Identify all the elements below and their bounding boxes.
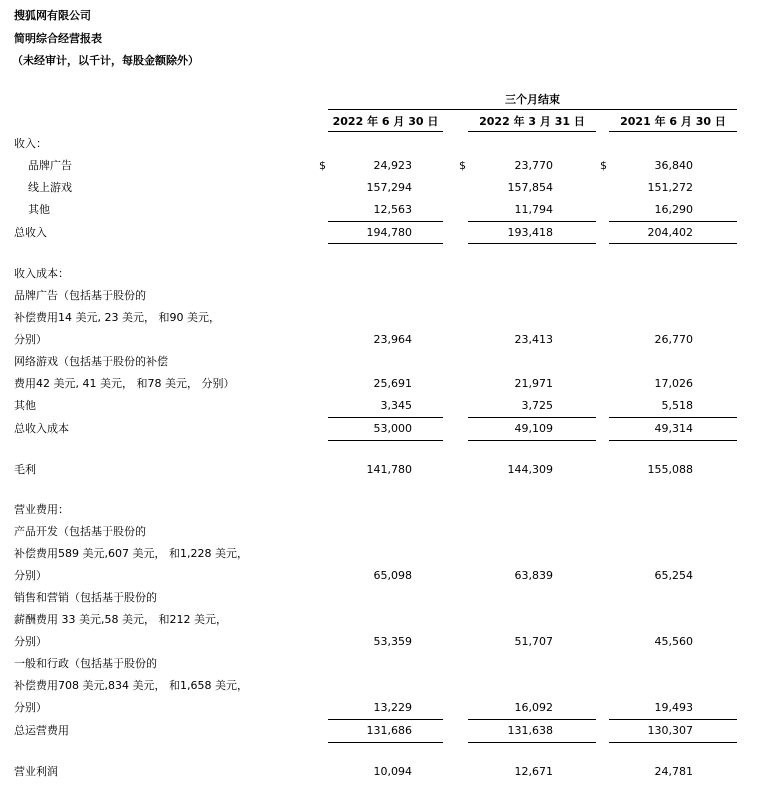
row-label: 补偿费用14 美元, 23 美元， 和90 美元， bbox=[14, 311, 220, 324]
row-label: 线上游戏 bbox=[28, 181, 72, 194]
row-label: 收入： bbox=[14, 137, 47, 150]
table-row-brand-cost-line2 bbox=[0, 307, 774, 329]
total-rule bbox=[468, 742, 596, 743]
column-header-2022-03-31: 2022 年 3 月 31 日 bbox=[468, 114, 596, 132]
group-underline bbox=[328, 109, 737, 110]
cell-value: 5,518 bbox=[661, 399, 693, 412]
total-rule bbox=[328, 742, 443, 743]
table-row-product-development bbox=[0, 565, 774, 587]
row-label: 分别） bbox=[14, 635, 47, 648]
row-label: 品牌广告 bbox=[28, 159, 72, 172]
row-label: 分别） bbox=[14, 701, 47, 714]
table-row-brand-advertising bbox=[0, 155, 774, 177]
table-row-sales-marketing bbox=[0, 631, 774, 653]
row-label: 补偿费用708 美元,834 美元， 和1,658 美元， bbox=[14, 679, 248, 692]
currency-symbol: $ bbox=[600, 159, 607, 172]
cell-value: 65,098 bbox=[373, 569, 412, 582]
row-label: 销售和营销（包括基于股份的 bbox=[14, 591, 157, 604]
table-row-total-cost bbox=[0, 418, 774, 440]
statement-note: （未经审计，以千计，每股金额除外） bbox=[12, 54, 199, 67]
cell-value: 65,254 bbox=[654, 569, 693, 582]
cell-value: 45,560 bbox=[654, 635, 693, 648]
cell-value: 19,493 bbox=[654, 701, 693, 714]
total-rule bbox=[468, 243, 596, 244]
period-group-header: 三个月结束 bbox=[505, 93, 560, 106]
table-row-ga-line2 bbox=[0, 675, 774, 697]
section-header-cost-of-revenue bbox=[0, 263, 774, 285]
row-label: 品牌广告（包括基于股份的 bbox=[14, 289, 146, 302]
cell-value: 21,971 bbox=[514, 377, 553, 390]
row-label: 费用42 美元, 41 美元， 和78 美元， 分别） bbox=[14, 377, 235, 390]
table-row-total-revenue bbox=[0, 222, 774, 244]
company-name: 搜狐网有限公司 bbox=[14, 9, 91, 22]
total-rule bbox=[328, 243, 443, 244]
row-label: 总运营费用 bbox=[14, 724, 69, 737]
table-row-pd-line1 bbox=[0, 521, 774, 543]
cell-value: 141,780 bbox=[366, 463, 412, 476]
table-row-brand-cost-line1 bbox=[0, 285, 774, 307]
cell-value: 49,109 bbox=[514, 422, 553, 435]
currency-symbol: $ bbox=[459, 159, 466, 172]
row-label: 产品开发（包括基于股份的 bbox=[14, 525, 146, 538]
table-row-sm-line1 bbox=[0, 587, 774, 609]
row-label: 总收入 bbox=[14, 226, 47, 239]
total-rule bbox=[328, 440, 443, 441]
cell-value: 155,088 bbox=[647, 463, 693, 476]
cell-value: 157,854 bbox=[507, 181, 553, 194]
cell-value: 144,309 bbox=[507, 463, 553, 476]
table-row-game-cost-line1 bbox=[0, 351, 774, 373]
cell-value: 63,839 bbox=[514, 569, 553, 582]
statement-title: 简明综合经营报表 bbox=[14, 32, 102, 45]
cell-value: 17,026 bbox=[654, 377, 693, 390]
total-rule bbox=[609, 243, 737, 244]
table-row-sm-line2 bbox=[0, 609, 774, 631]
cell-value: 23,964 bbox=[373, 333, 412, 346]
total-rule bbox=[609, 440, 737, 441]
row-label: 其他 bbox=[14, 399, 36, 412]
cell-value: 193,418 bbox=[507, 226, 553, 239]
table-row-general-admin bbox=[0, 697, 774, 719]
cell-value: 10,094 bbox=[373, 765, 412, 778]
cell-value: 16,290 bbox=[654, 203, 693, 216]
cell-value: 25,691 bbox=[373, 377, 412, 390]
cell-value: 49,314 bbox=[654, 422, 693, 435]
cell-value: 23,413 bbox=[514, 333, 553, 346]
section-header-revenue bbox=[0, 133, 774, 155]
cell-value: 204,402 bbox=[647, 226, 693, 239]
cell-value: 12,563 bbox=[373, 203, 412, 216]
cell-value: 16,092 bbox=[514, 701, 553, 714]
row-label: 网络游戏（包括基于股份的补偿 bbox=[14, 355, 168, 368]
cell-value: 130,307 bbox=[647, 724, 693, 737]
cell-value: 26,770 bbox=[654, 333, 693, 346]
row-label: 分别） bbox=[14, 569, 47, 582]
column-header-2022-06-30: 2022 年 6 月 30 日 bbox=[328, 114, 443, 132]
cell-value: 157,294 bbox=[366, 181, 412, 194]
cell-value: 194,780 bbox=[366, 226, 412, 239]
table-row-operating-income bbox=[0, 761, 774, 783]
cell-value: 53,000 bbox=[373, 422, 412, 435]
currency-symbol: $ bbox=[319, 159, 326, 172]
table-row-online-games bbox=[0, 177, 774, 199]
cell-value: 3,725 bbox=[521, 399, 553, 412]
cell-value: 3,345 bbox=[380, 399, 412, 412]
cell-value: 13,229 bbox=[373, 701, 412, 714]
cell-value: 23,770 bbox=[514, 159, 553, 172]
cell-value: 24,781 bbox=[654, 765, 693, 778]
row-label: 营业费用： bbox=[14, 503, 69, 516]
total-rule bbox=[468, 440, 596, 441]
total-rule bbox=[609, 742, 737, 743]
table-row-other-revenue bbox=[0, 199, 774, 221]
table-row-total-opex bbox=[0, 720, 774, 742]
row-label: 薪酬费用 33 美元,58 美元， 和212 美元， bbox=[14, 613, 227, 626]
table-row-pd-line2 bbox=[0, 543, 774, 565]
row-label: 总收入成本 bbox=[14, 422, 69, 435]
row-label: 收入成本： bbox=[14, 267, 69, 280]
cell-value: 51,707 bbox=[514, 635, 553, 648]
row-label: 分别） bbox=[14, 333, 47, 346]
table-row-brand-cost bbox=[0, 329, 774, 351]
cell-value: 131,686 bbox=[366, 724, 412, 737]
row-label: 一般和行政（包括基于股份的 bbox=[14, 657, 157, 670]
cell-value: 53,359 bbox=[373, 635, 412, 648]
row-label: 补偿费用589 美元,607 美元， 和1,228 美元， bbox=[14, 547, 248, 560]
row-label: 其他 bbox=[28, 203, 50, 216]
section-header-operating-expenses bbox=[0, 499, 774, 521]
table-row-other-cost bbox=[0, 395, 774, 417]
cell-value: 11,794 bbox=[514, 203, 553, 216]
cell-value: 12,671 bbox=[514, 765, 553, 778]
cell-value: 24,923 bbox=[373, 159, 412, 172]
cell-value: 131,638 bbox=[507, 724, 553, 737]
cell-value: 36,840 bbox=[654, 159, 693, 172]
table-row-ga-line1 bbox=[0, 653, 774, 675]
column-header-2021-06-30: 2021 年 6 月 30 日 bbox=[609, 114, 737, 132]
row-label: 毛利 bbox=[14, 463, 36, 476]
table-row-gross-profit bbox=[0, 459, 774, 481]
cell-value: 151,272 bbox=[647, 181, 693, 194]
row-label: 营业利润 bbox=[14, 765, 58, 778]
table-row-game-cost bbox=[0, 373, 774, 395]
